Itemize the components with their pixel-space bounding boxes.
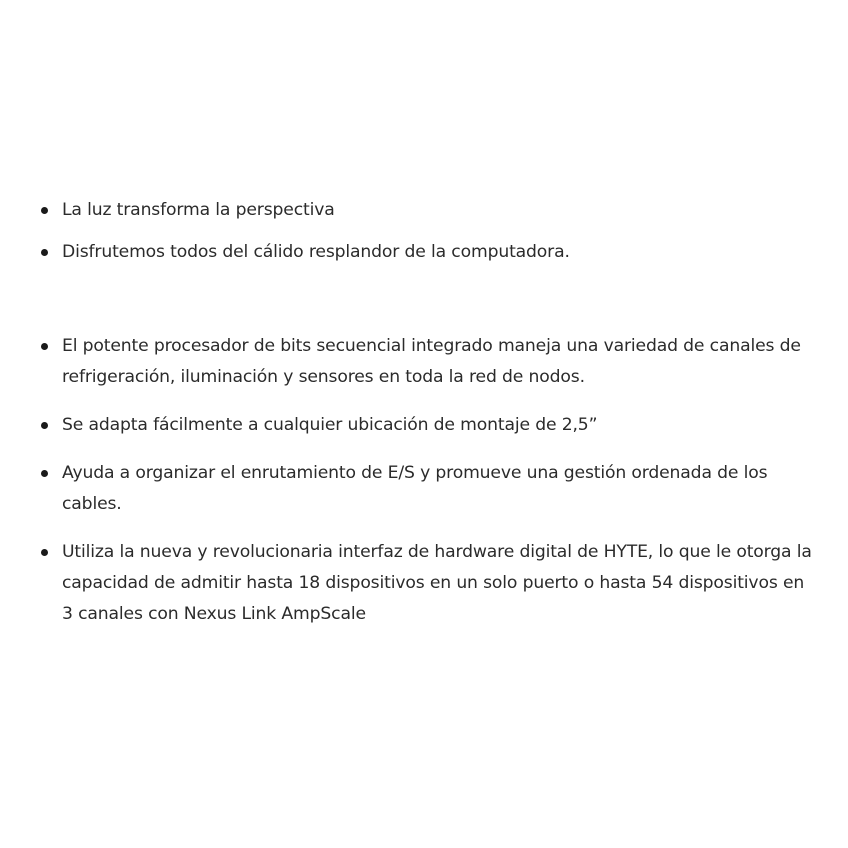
bullet-icon [41,422,48,429]
list-item [40,237,820,268]
list-item-text: La luz transforma la perspectiva [62,200,335,220]
list-item [40,410,820,441]
list-item [40,537,820,630]
list-item-text: Se adapta fácilmente a cualquier ubicación de montaje de 2,5” [62,415,598,435]
list-item [40,331,820,393]
bullet-icon [41,249,48,256]
list-item-text: Ayuda a organizar el enrutamiento de E/S y promueve una gestión ordenada de los cables. [62,463,768,514]
list-item [40,195,820,226]
list-item-text: Utiliza la nueva y revolucionaria interfaz de hardware digital de HYTE, lo que le otorga la capacidad de admitir hasta 18 dispositivos en un solo puerto o hasta 54 dispositivos en 3 canales con Nexus Link AmpScale [62,542,812,624]
feature-list-specs [40,331,820,647]
list-item-text: Disfrutemos todos del cálido resplandor de la computadora. [62,242,570,262]
bullet-icon [41,470,48,477]
feature-list-lighting [40,195,820,279]
bullet-icon [41,343,48,350]
list-item [40,458,820,520]
list-item-text: El potente procesador de bits secuencial integrado maneja una variedad de canales de refrigeración, iluminación y sensores en toda la red de nodos. [62,336,801,387]
bullet-icon [41,207,48,214]
bullet-icon [41,549,48,556]
